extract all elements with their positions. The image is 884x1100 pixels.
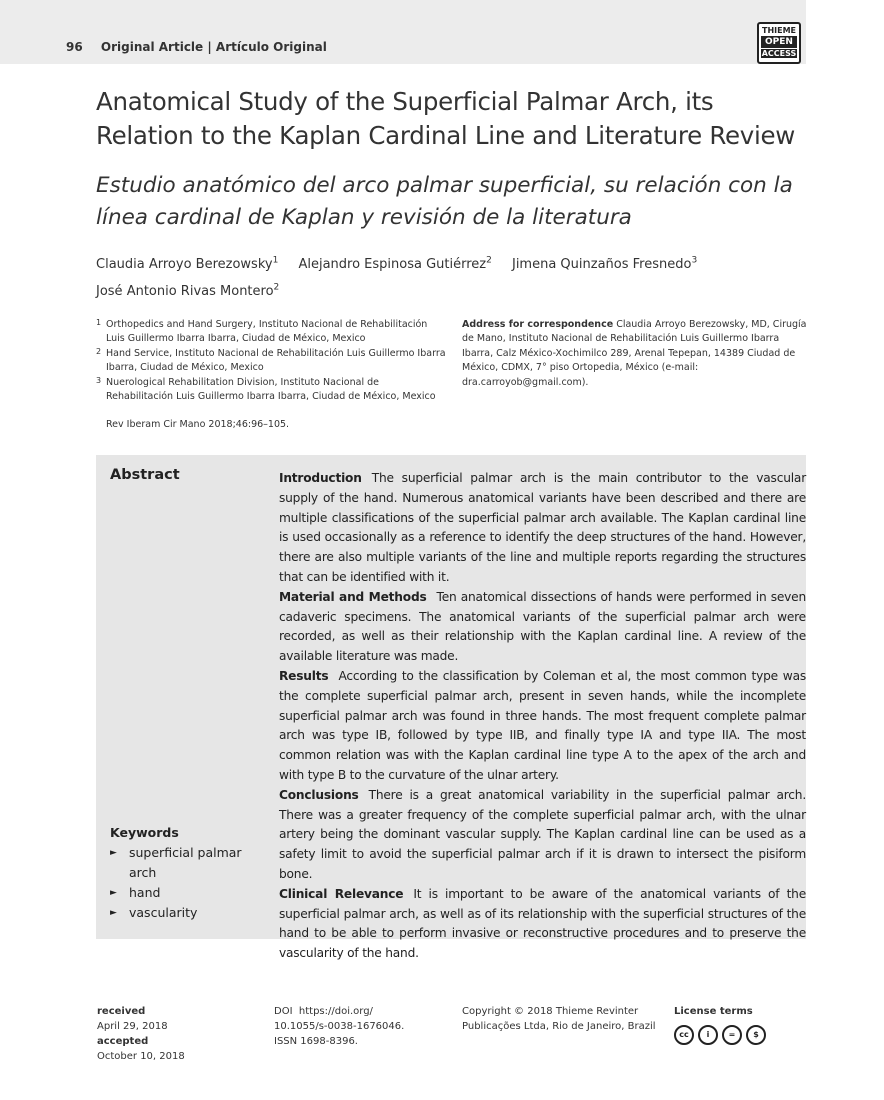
copyright-block: Copyright © 2018 Thieme Revinter Publicações Ltda, Rio de Janeiro, Brazil [462,1006,656,1032]
section-label: Original Article | Artículo Original [100,40,327,54]
abstract-heading: Abstract [110,467,180,483]
correspondence-text: Claudia Arroyo Berezowsky, MD, Cirugía de Mano, Instituto Nacional de Rehabilitación Luis Guillermo Ibarra Ibarra, Calz México-Xochimilco 289, Arenal Tepepan, 14389 Ciudad de México, CDMX, 7° piso Ortopedia, México (e-mail: dra.carroyob@gmail.com). [462,319,807,388]
dates-block: received April 29, 2018 accepted October 10, 2018 [97,1006,185,1062]
abstract-section: Clinical Relevance It is important to be aware of the anatomical variants of the superficial palmar arch, as well as of its relationship with the superficial structures of the hand to be able to perform invasive or reconstructive procedures and to preserve the vascularity of the hand. [279,886,806,961]
running-header [66,40,327,54]
arrow-bullet-icon: ► [110,848,117,858]
author: José Antonio Rivas Montero$^2$ [96,282,280,299]
thieme-open-access-logo: THIEME OPEN ACCESS [757,22,801,64]
author: Claudia Arroyo Berezowsky$^1$ [96,256,279,273]
affiliation-item: 3 Nuerological Rehabilitation Division, Instituto Nacional de Rehabilitación Luis Guillermo Ibarra Ibarra, Ciudad de México, Mexico [96,375,436,403]
nc-icon: $ [746,1025,766,1045]
keywords-heading: Keywords [110,825,179,840]
affiliation-item: 1 Orthopedics and Hand Surgery, Instituto Nacional de Rehabilitación Luis Guillermo Ibarra Ibarra, Ciudad de México, Mexico [96,318,428,345]
abstract-section: Material and Methods Ten anatomical dissections of hands were performed in seven cadaveric specimens. The anatomical variants of the superficial palmar arch were recorded, as well as their relationship with the Kaplan cardinal line. A review of the available literature was made. [279,589,806,664]
keyword-list [110,843,260,923]
abstract-section: Conclusions There is a great anatomical variability in the superficial palmar arch. There was a greater frequency of the complete superficial palmar arch, with the ulnar artery being the dominant vascular supply. The Kaplan cardinal line can be used as a safety limit to avoid the superficial palmar arch if it is drawn to intersect the pisiform bone. [279,787,806,881]
page-margin [806,0,884,1100]
license-block: License terms cc i = $ [674,1004,794,1045]
keyword-item: ► vascularity [110,903,260,923]
correspondence-block [462,318,810,390]
by-icon: i [698,1025,718,1045]
arrow-bullet-icon: ► [110,908,117,918]
doi-link[interactable]: https://doi.org/ 10.1055/s-0038-1676046. [274,1006,405,1032]
author-list [96,250,796,303]
abstract-section: Introduction The superficial palmar arch is the main contributor to the vascular supply of the hand. Numerous anatomical variants have been described and there are multiple classifications of the superficial palmar arch available. The Kaplan cardinal line is used occasionally as a reference to identify the deep structures of the hand. However, there are also multiple variants of the line and multiple reports regarding the structures that can be identified with it. [279,471,806,584]
affiliation-item: 2 Hand Service, Instituto Nacional de Rehabilitación Luis Guillermo Ibarra Ibarra, Ciudad de México, Mexico [96,346,446,374]
abstract-section: Results According to the classification by Coleman et al, the most common type was the complete superficial palmar arch, present in seven hands, while the incomplete superficial palmar arch was found in three hands. The most frequent complete palmar arch was type IB, followed by type IIB, and finally type IA and type IIA. The most common relation was with the Kaplan cardinal line type A to the apex of the arch and with type B to the curvature of the ulnar artery. [279,668,806,782]
author: Jimena Quinzaños Fresnedo$^3$ [511,256,698,273]
page-header-bar [0,0,806,64]
correspondence-label: Address for correspondence [462,319,614,330]
affiliations [96,318,446,404]
page-number: 96 [66,40,83,54]
author: Alejandro Espinosa Gutiérrez$^2$ [298,256,492,273]
doi-block: DOI https://doi.org/ 10.1055/s-0038-1676046. ISSN 1698-8396. [274,1006,405,1047]
article-subtitle: Estudio anatómico del arco palmar superficial, su relación con la línea cardinal de Kaplan y revisión de la literatura [96,173,793,230]
keyword-item: ► superficial palmar arch [110,845,242,880]
keyword-item: ► hand [110,883,260,903]
abstract-body [279,469,806,964]
nd-icon: = [722,1025,742,1045]
arrow-bullet-icon: ► [110,888,117,898]
cc-icon: cc [674,1025,694,1045]
article-title: Anatomical Study of the Superficial Palmar Arch, its Relation to the Kaplan Cardinal Line and Literature Review [96,87,795,150]
citation: Rev Iberam Cir Mano 2018;46:96–105. [106,419,290,430]
